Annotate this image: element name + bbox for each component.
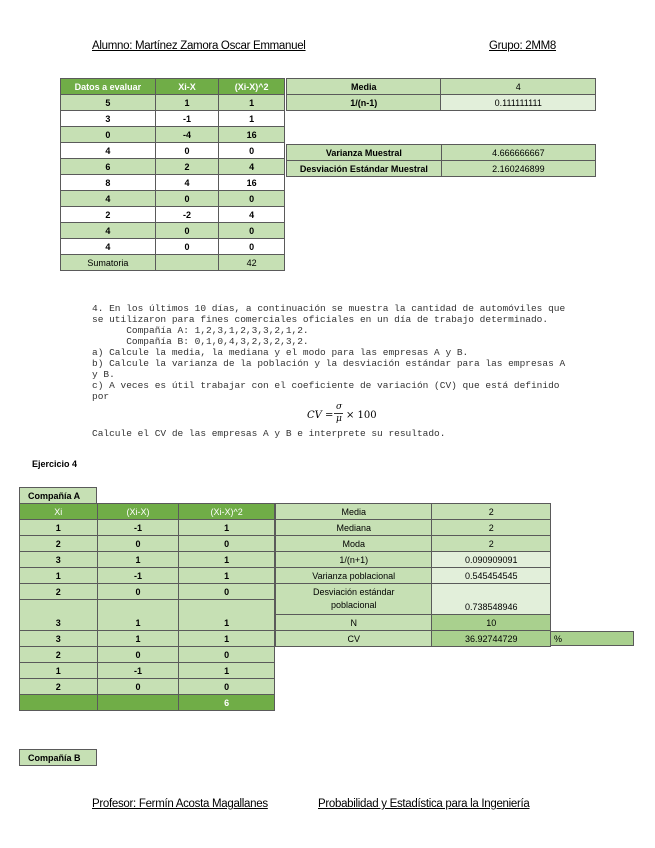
student-name: Alumno: Martínez Zamora Oscar Emmanuel — [92, 40, 306, 52]
exercise-title: Ejercicio 4 — [32, 459, 78, 469]
formula-lhs: CV = — [307, 410, 334, 421]
n-value: 10 — [432, 615, 551, 631]
table-cell: -1 — [97, 568, 179, 584]
table-row — [20, 520, 275, 536]
table-cell: 0 — [179, 679, 275, 695]
table-cell: 0 — [61, 127, 156, 143]
course-name: Probabilidad y Estadística para la Ingeniería — [318, 798, 530, 810]
table-row — [20, 584, 275, 600]
table-row — [61, 95, 285, 111]
table-cell: 0 — [219, 223, 285, 239]
table-cell: 1 — [155, 95, 219, 111]
table-cell: 4 — [61, 143, 156, 159]
inverse-n-value: 0.090909091 — [432, 552, 551, 568]
problem-line: c) A veces es útil trabajar con el coeficiente de variación (CV) que está definido — [92, 380, 560, 391]
table-row — [61, 143, 285, 159]
table-row — [20, 568, 275, 584]
company-a-label: Compañía A — [20, 488, 97, 504]
std-dev-label-line: poblacional — [330, 600, 377, 610]
table-row — [20, 536, 275, 552]
problem-line: b) Calcule la varianza de la población y la desviación estándar para las empresas A — [92, 358, 566, 369]
table-row — [61, 223, 285, 239]
problem-line: por — [92, 391, 110, 402]
table-cell: 0 — [219, 239, 285, 255]
table-cell: 1 — [179, 631, 275, 647]
table-row — [61, 159, 285, 175]
table-cell: 4 — [219, 207, 285, 223]
formula-denominator: μ — [336, 414, 342, 424]
table-cell: 8 — [61, 175, 156, 191]
table-row — [20, 552, 275, 568]
table-cell: 0 — [97, 647, 179, 663]
media-label: Media — [287, 79, 441, 95]
table-row — [20, 679, 275, 695]
table-cell: 0 — [155, 223, 219, 239]
table-cell: 16 — [219, 127, 285, 143]
table-row — [20, 631, 275, 647]
problem-line: Calcule el CV de las empresas A y B e interprete su resultado. — [92, 428, 446, 439]
sum-row — [61, 255, 285, 271]
company-a-table — [19, 503, 275, 711]
table-row — [61, 111, 285, 127]
cv-unit: % — [550, 631, 634, 646]
table-cell: 2 — [20, 679, 98, 695]
company-b-label: Compañía B — [20, 750, 97, 766]
median-label: Mediana — [276, 520, 432, 536]
sum-value: 6 — [179, 695, 275, 711]
table-cell: 1 — [20, 520, 98, 536]
table-cell: 3 — [20, 552, 98, 568]
header-cell: Datos a evaluar — [61, 79, 156, 95]
problem-line: a) Calcule la media, la mediana y el modo para las empresas A y B. — [92, 347, 469, 358]
sum-empty — [155, 255, 219, 271]
table-cell: 1 — [20, 568, 98, 584]
inverse-n-label: 1/(n-1) — [287, 95, 441, 111]
formula-rhs: × 100 — [346, 410, 377, 421]
header-cell: (Xi-X) — [97, 504, 179, 520]
cv-formula — [92, 402, 602, 428]
table-cell: 2 — [155, 159, 219, 175]
mode-value: 2 — [432, 536, 551, 552]
media-value: 4 — [441, 79, 596, 95]
table-cell: 1 — [179, 520, 275, 536]
table-cell: 1 — [97, 631, 179, 647]
median-value: 2 — [432, 520, 551, 536]
sample-stats-table — [286, 78, 596, 111]
table-cell: 2 — [61, 207, 156, 223]
table-header-row — [61, 79, 285, 95]
std-dev-value: 0.738548946 — [432, 584, 551, 615]
media-value: 2 — [432, 504, 551, 520]
sum-label: Sumatoria — [61, 255, 156, 271]
table-cell: 3 — [61, 111, 156, 127]
table-cell: -1 — [155, 111, 219, 127]
table-row — [61, 191, 285, 207]
table-cell: 0 — [219, 191, 285, 207]
table-cell: 0 — [179, 584, 275, 600]
table-cell: 2 — [20, 647, 98, 663]
table-row — [20, 647, 275, 663]
table-cell: 6 — [61, 159, 156, 175]
table-cell: -2 — [155, 207, 219, 223]
table-cell: 3 — [20, 600, 98, 631]
table-cell: 1 — [179, 663, 275, 679]
header-cell: (Xi-X)^2 — [219, 79, 285, 95]
table-cell: 4 — [155, 175, 219, 191]
group-label: Grupo: 2MM8 — [489, 40, 557, 52]
problem-line: Compañía B: 0,1,0,4,3,2,3,2,3,2. — [92, 336, 309, 347]
std-dev-label: Desviación Estándar Muestral — [287, 161, 442, 177]
std-dev-value: 2.160246899 — [441, 161, 595, 177]
table-cell: 0 — [155, 239, 219, 255]
table-row — [20, 663, 275, 679]
problem-line: Compañía A: 1,2,3,1,2,3,3,2,1,2. — [92, 325, 309, 336]
n-label: N — [276, 615, 432, 631]
problem-line: 4. En los últimos 10 días, a continuación se muestra la cantidad de automóviles que — [92, 303, 566, 314]
problem-line: se utilizaron para fines comerciales oficiales en un día de trabajo determinado. — [92, 314, 549, 325]
table-cell: 3 — [20, 631, 98, 647]
variance-value: 4.666666667 — [441, 145, 595, 161]
cv-label: CV — [276, 631, 432, 647]
table-cell: 2 — [20, 536, 98, 552]
variance-value: 0.545454545 — [432, 568, 551, 584]
table-cell: -1 — [97, 663, 179, 679]
mode-label: Moda — [276, 536, 432, 552]
inverse-n-label: 1/(n+1) — [276, 552, 432, 568]
table-cell: 0 — [155, 191, 219, 207]
table-cell: 0 — [97, 536, 179, 552]
sum-empty — [20, 695, 98, 711]
table-cell: 4 — [61, 239, 156, 255]
table-cell: 1 — [97, 552, 179, 568]
table-cell: -1 — [97, 520, 179, 536]
sample-data-table — [60, 78, 285, 271]
table-cell: 4 — [61, 223, 156, 239]
problem-statement — [92, 303, 602, 439]
sum-empty — [97, 695, 179, 711]
cv-value: 36.92744729 — [432, 631, 551, 647]
inverse-n-value: 0.111111111 — [441, 95, 596, 111]
company-a-stats-table — [275, 503, 551, 647]
table-cell: 0 — [97, 679, 179, 695]
std-dev-label-line: Desviación estándar — [312, 587, 395, 597]
table-header-row — [20, 504, 275, 520]
table-cell: 16 — [219, 175, 285, 191]
table-cell: 0 — [97, 584, 179, 600]
formula-numerator: σ — [336, 402, 343, 412]
problem-line: y B. — [92, 369, 115, 380]
table-cell: 4 — [61, 191, 156, 207]
table-cell: 2 — [20, 584, 98, 600]
table-cell: 4 — [219, 159, 285, 175]
variance-label: Varianza Muestral — [287, 145, 442, 161]
table-row — [20, 600, 275, 631]
table-row — [61, 207, 285, 223]
header-cell: (Xi-X)^2 — [179, 504, 275, 520]
header-cell: Xi-X — [155, 79, 219, 95]
table-row — [61, 239, 285, 255]
table-cell: -4 — [155, 127, 219, 143]
media-label: Media — [276, 504, 432, 520]
table-cell: 1 — [179, 568, 275, 584]
company-a-title — [19, 487, 97, 504]
table-cell: 1 — [97, 600, 179, 631]
table-row — [61, 127, 285, 143]
table-cell: 0 — [179, 647, 275, 663]
table-cell: 1 — [179, 600, 275, 631]
table-cell: 1 — [219, 111, 285, 127]
sample-variance-table — [286, 144, 596, 177]
table-cell: 1 — [179, 552, 275, 568]
header-cell: Xi — [20, 504, 98, 520]
variance-label: Varianza poblacional — [276, 568, 432, 584]
company-b-title — [19, 749, 97, 766]
sum-value: 42 — [219, 255, 285, 271]
table-cell: 1 — [219, 95, 285, 111]
professor-name: Profesor: Fermín Acosta Magallanes — [92, 798, 268, 810]
table-row — [61, 175, 285, 191]
table-cell: 0 — [219, 143, 285, 159]
table-cell: 0 — [179, 536, 275, 552]
table-cell: 0 — [155, 143, 219, 159]
std-dev-label — [276, 584, 432, 615]
sum-row — [20, 695, 275, 711]
table-cell: 1 — [20, 663, 98, 679]
table-cell: 5 — [61, 95, 156, 111]
